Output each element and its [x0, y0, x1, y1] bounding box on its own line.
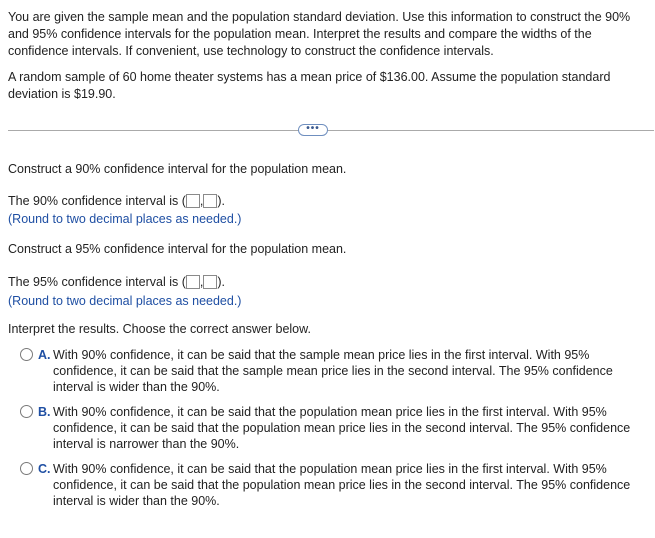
- part1-lower-bound-input[interactable]: [186, 194, 200, 208]
- part1-prompt: Construct a 90% confidence interval for the population mean.: [8, 162, 347, 176]
- part1-rounding-hint: (Round to two decimal places as needed.): [8, 212, 242, 226]
- option-a-radio[interactable]: [20, 348, 33, 361]
- more-options-button[interactable]: •••: [298, 124, 328, 136]
- section-divider: [8, 130, 654, 131]
- answer-option-b[interactable]: [20, 404, 645, 452]
- part1-answer-line: [8, 193, 225, 210]
- question-intro: [8, 9, 648, 112]
- answer-option-a[interactable]: [20, 347, 645, 395]
- option-a-text: With 90% confidence, it can be said that the sample mean price lies in the first interval. With 95% confidence, it can be said that the sample mean price lies in the second interval. The 95% confidence interval is wider than the 90%.: [53, 348, 613, 394]
- part1-answer-suffix: ).: [217, 194, 225, 208]
- option-b-letter: B.: [38, 405, 51, 419]
- answer-option-c[interactable]: [20, 461, 645, 509]
- part2-answer-line: [8, 274, 225, 291]
- option-b-radio[interactable]: [20, 405, 33, 418]
- interpret-prompt: Interpret the results. Choose the correct answer below.: [8, 322, 311, 336]
- intro-paragraph-1: You are given the sample mean and the population standard deviation. Use this information to construct the 90% and 95% confidence intervals for the population mean. Interpret the results and compare the widths of the confidence intervals. If convenient, use technology to construct the confidence intervals.: [8, 10, 631, 58]
- option-c-radio[interactable]: [20, 462, 33, 475]
- intro-paragraph-2: A random sample of 60 home theater systems has a mean price of $136.00. Assume the population standard deviation is $19.90.: [8, 70, 611, 101]
- option-a-letter: A.: [38, 348, 51, 362]
- part2-prompt: Construct a 95% confidence interval for the population mean.: [8, 242, 347, 256]
- option-c-text: With 90% confidence, it can be said that the population mean price lies in the first interval. With 95% confidence, it can be said that the population mean price lies in the second interval. The 95% confidence interval is wider than the 90%.: [53, 462, 631, 508]
- option-b-text: With 90% confidence, it can be said that the population mean price lies in the first interval. With 95% confidence, it can be said that the population mean price lies in the second interval. The 95% confidence interval is narrower than the 90%.: [53, 405, 631, 451]
- part2-answer-prefix: The 95% confidence interval is (: [8, 275, 186, 289]
- part1-answer-prefix: The 90% confidence interval is (: [8, 194, 186, 208]
- part2-separator: ,: [199, 275, 204, 289]
- part2-lower-bound-input[interactable]: [186, 275, 200, 289]
- part1-upper-bound-input[interactable]: [203, 194, 217, 208]
- part2-answer-suffix: ).: [217, 275, 225, 289]
- part2-upper-bound-input[interactable]: [203, 275, 217, 289]
- option-c-letter: C.: [38, 462, 51, 476]
- part2-rounding-hint: (Round to two decimal places as needed.): [8, 294, 242, 308]
- part1-separator: ,: [199, 194, 204, 208]
